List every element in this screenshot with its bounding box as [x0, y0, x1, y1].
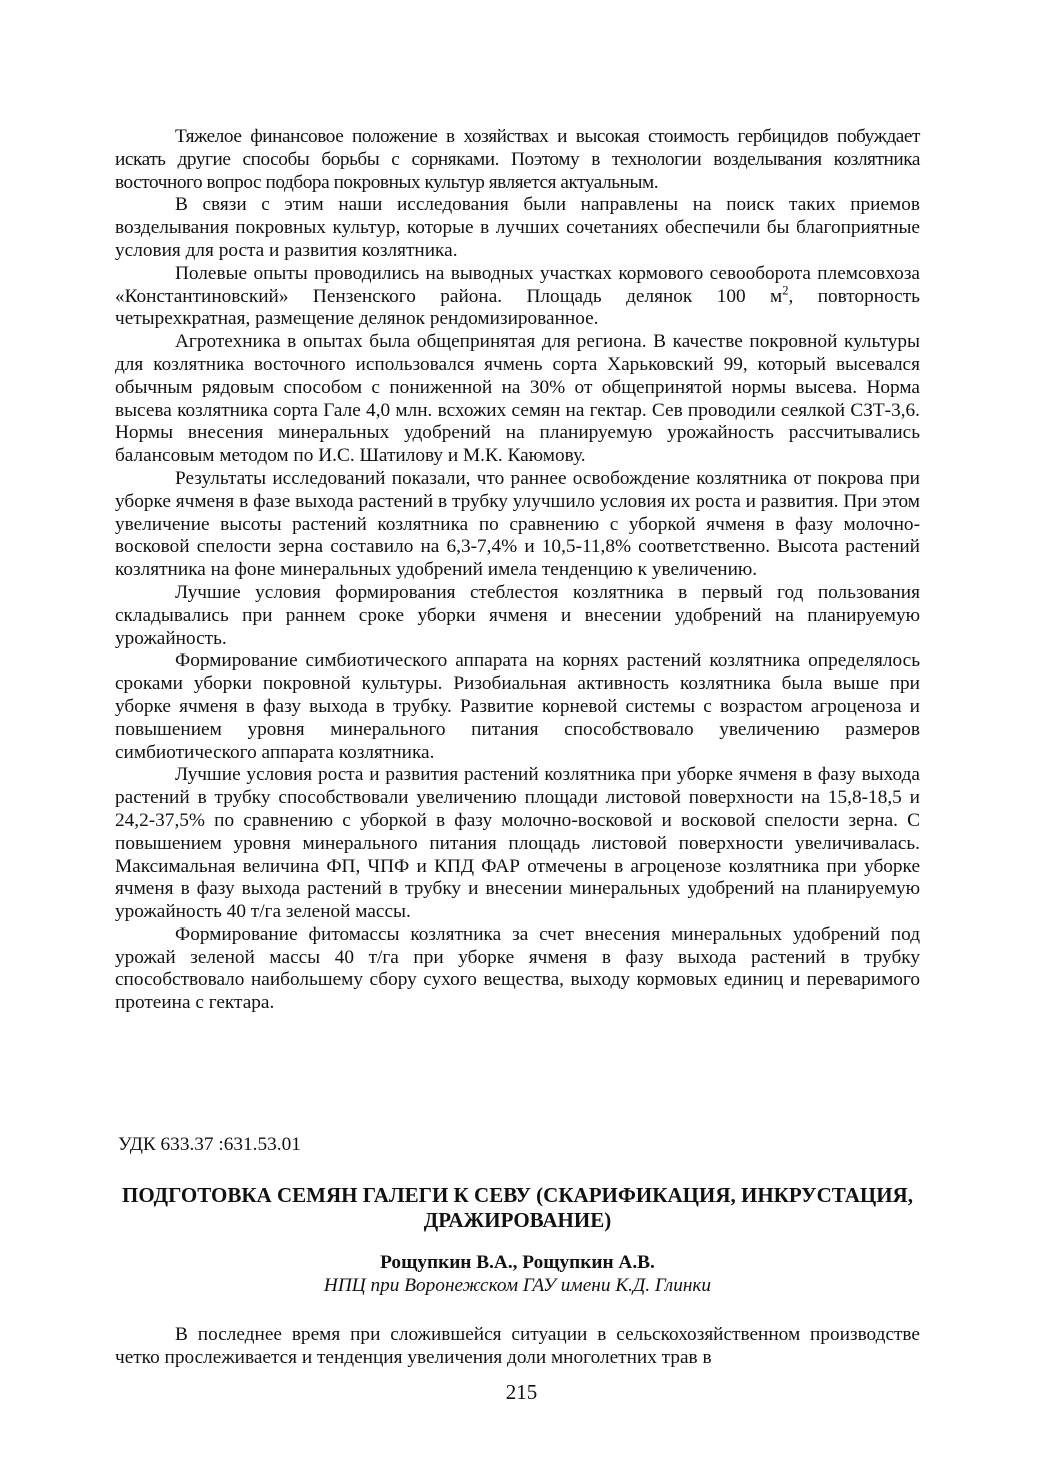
article-title: ПОДГОТОВКА СЕМЯН ГАЛЕГИ К СЕВУ (СКАРИФИКАЦИЯ, ИНКРУСТАЦИЯ, ДРАЖИРОВАНИЕ): [122, 1183, 913, 1232]
intro-text: [115, 1324, 920, 1370]
paragraph-3: [115, 263, 920, 331]
superscript: 2: [782, 283, 789, 298]
paragraph-6: Лучшие условия формирования стеблестоя козлятника в первый год пользования складывались при раннем сроке уборки ячменя и внесении удобрений на планируемую урожайность.: [115, 581, 920, 649]
paragraph-2: В связи с этим наши исследования были направлены на поиск таких приемов возделывания покровных культур, которые в лучших сочетаниях обеспечили бы благоприятные условия для роста и развития козлятника.: [115, 194, 920, 261]
paragraph-4: Агротехника в опытах была общепринятая для региона. В качестве покровной культуры для козлятника восточного использовался ячмень сорта Харьковский 99, который высевался обычным рядовым способом с пониженной на 30% от общепринятой нормы высева. Норма высева козлятника сорта Гале 4,0 млн. всхожих семян на гектар. Сев проводили сеялкой СЗТ-3,6. Нормы внесения минеральных удобрений на планируемую урожайность рассчитывались балансовым методом по И.С. Шатилову и М.К. Каюмову.: [115, 331, 920, 467]
body-text: [115, 126, 920, 1015]
paragraph-8: Лучшие условия роста и развития растений козлятника при уборке ячменя в фазу выхода растений в трубку способствовали увеличению площади листовой поверхности на 15,8-18,5 и 24,2-37,5% по сравнению с уборкой в фазу молочно-восковой и восковой спелости зерна. С повышением уровня минерального питания площадь листовой поверхности увеличивалась. Максимальная величина ФП, ЧПФ и КПД ФАР отмечены в агроценозе козлятника при уборке ячменя в фазу выхода растений в трубку и внесении минеральных удобрений на планируемую урожайность 40 т/га зеленой массы.: [115, 764, 920, 923]
intro-paragraph: В последнее время при сложившейся ситуации в сельскохозяйственном производстве четко прослеживается и тенденция увеличения доли многолетних трав в: [115, 1324, 920, 1368]
paragraph-3-tail: , повторность четырехкратная, размещение делянок рендомизированное.: [115, 285, 920, 330]
paragraph-9: Формирование фитомассы козлятника за счет внесения минеральных удобрений под урожай зеленой массы 40 т/га при уборке ячменя в фазу выхода растений в трубку способствовало наибольшему сбору сухого вещества, выходу кормовых единиц и переваримого протеина с гектара.: [115, 923, 920, 1014]
page-number: 215: [505, 1380, 538, 1404]
paragraph-7: Формирование симбиотического аппарата на корнях растений козлятника определялось сроками уборки покровной культуры. Ризобиальная активность козлятника была выше при уборке ячменя в фазу выхода в трубку. Развитие корневой системы с возрастом агроценоза и повышением уровня минерального питания способствовало увеличению размеров симбиотического аппарата козлятника.: [115, 650, 920, 763]
paragraph-3-text: Полевые опыты проводились на выводных участках кормового севооборота племсовхоза «Константиновский» Пензенского района. Площадь делянок 100 м: [115, 262, 920, 307]
paragraph-5: Результаты исследований показали, что раннее освобождение козлятника от покрова при уборке ячменя в фазе выхода растений в трубку улучшило условия их роста и развития. При этом увеличение высоты растений козлятника по сравнению с уборкой ячменя в фазу молочно-восковой спелости зерна составило на 6,3-7,4% и 10,5-11,8% соответственно. Высота растений козлятника на фоне минеральных удобрений имела тенденцию к увеличению.: [115, 467, 920, 581]
paragraph-1: Тяжелое финансовое положение в хозяйствах и высокая стоимость гербицидов побуждает искать другие способы борьбы с сорняками. Поэтому в технологии возделывания козлятника восточного вопрос подбора покровных культур является актуальным.: [115, 126, 920, 193]
authors: Рощупкин В.А., Рощупкин А.В.: [380, 1252, 655, 1273]
udk-code: УДК 633.37 :631.53.01: [118, 1134, 301, 1155]
affiliation: НПЦ при Воронежском ГАУ имени К.Д. Глинки: [323, 1275, 712, 1296]
